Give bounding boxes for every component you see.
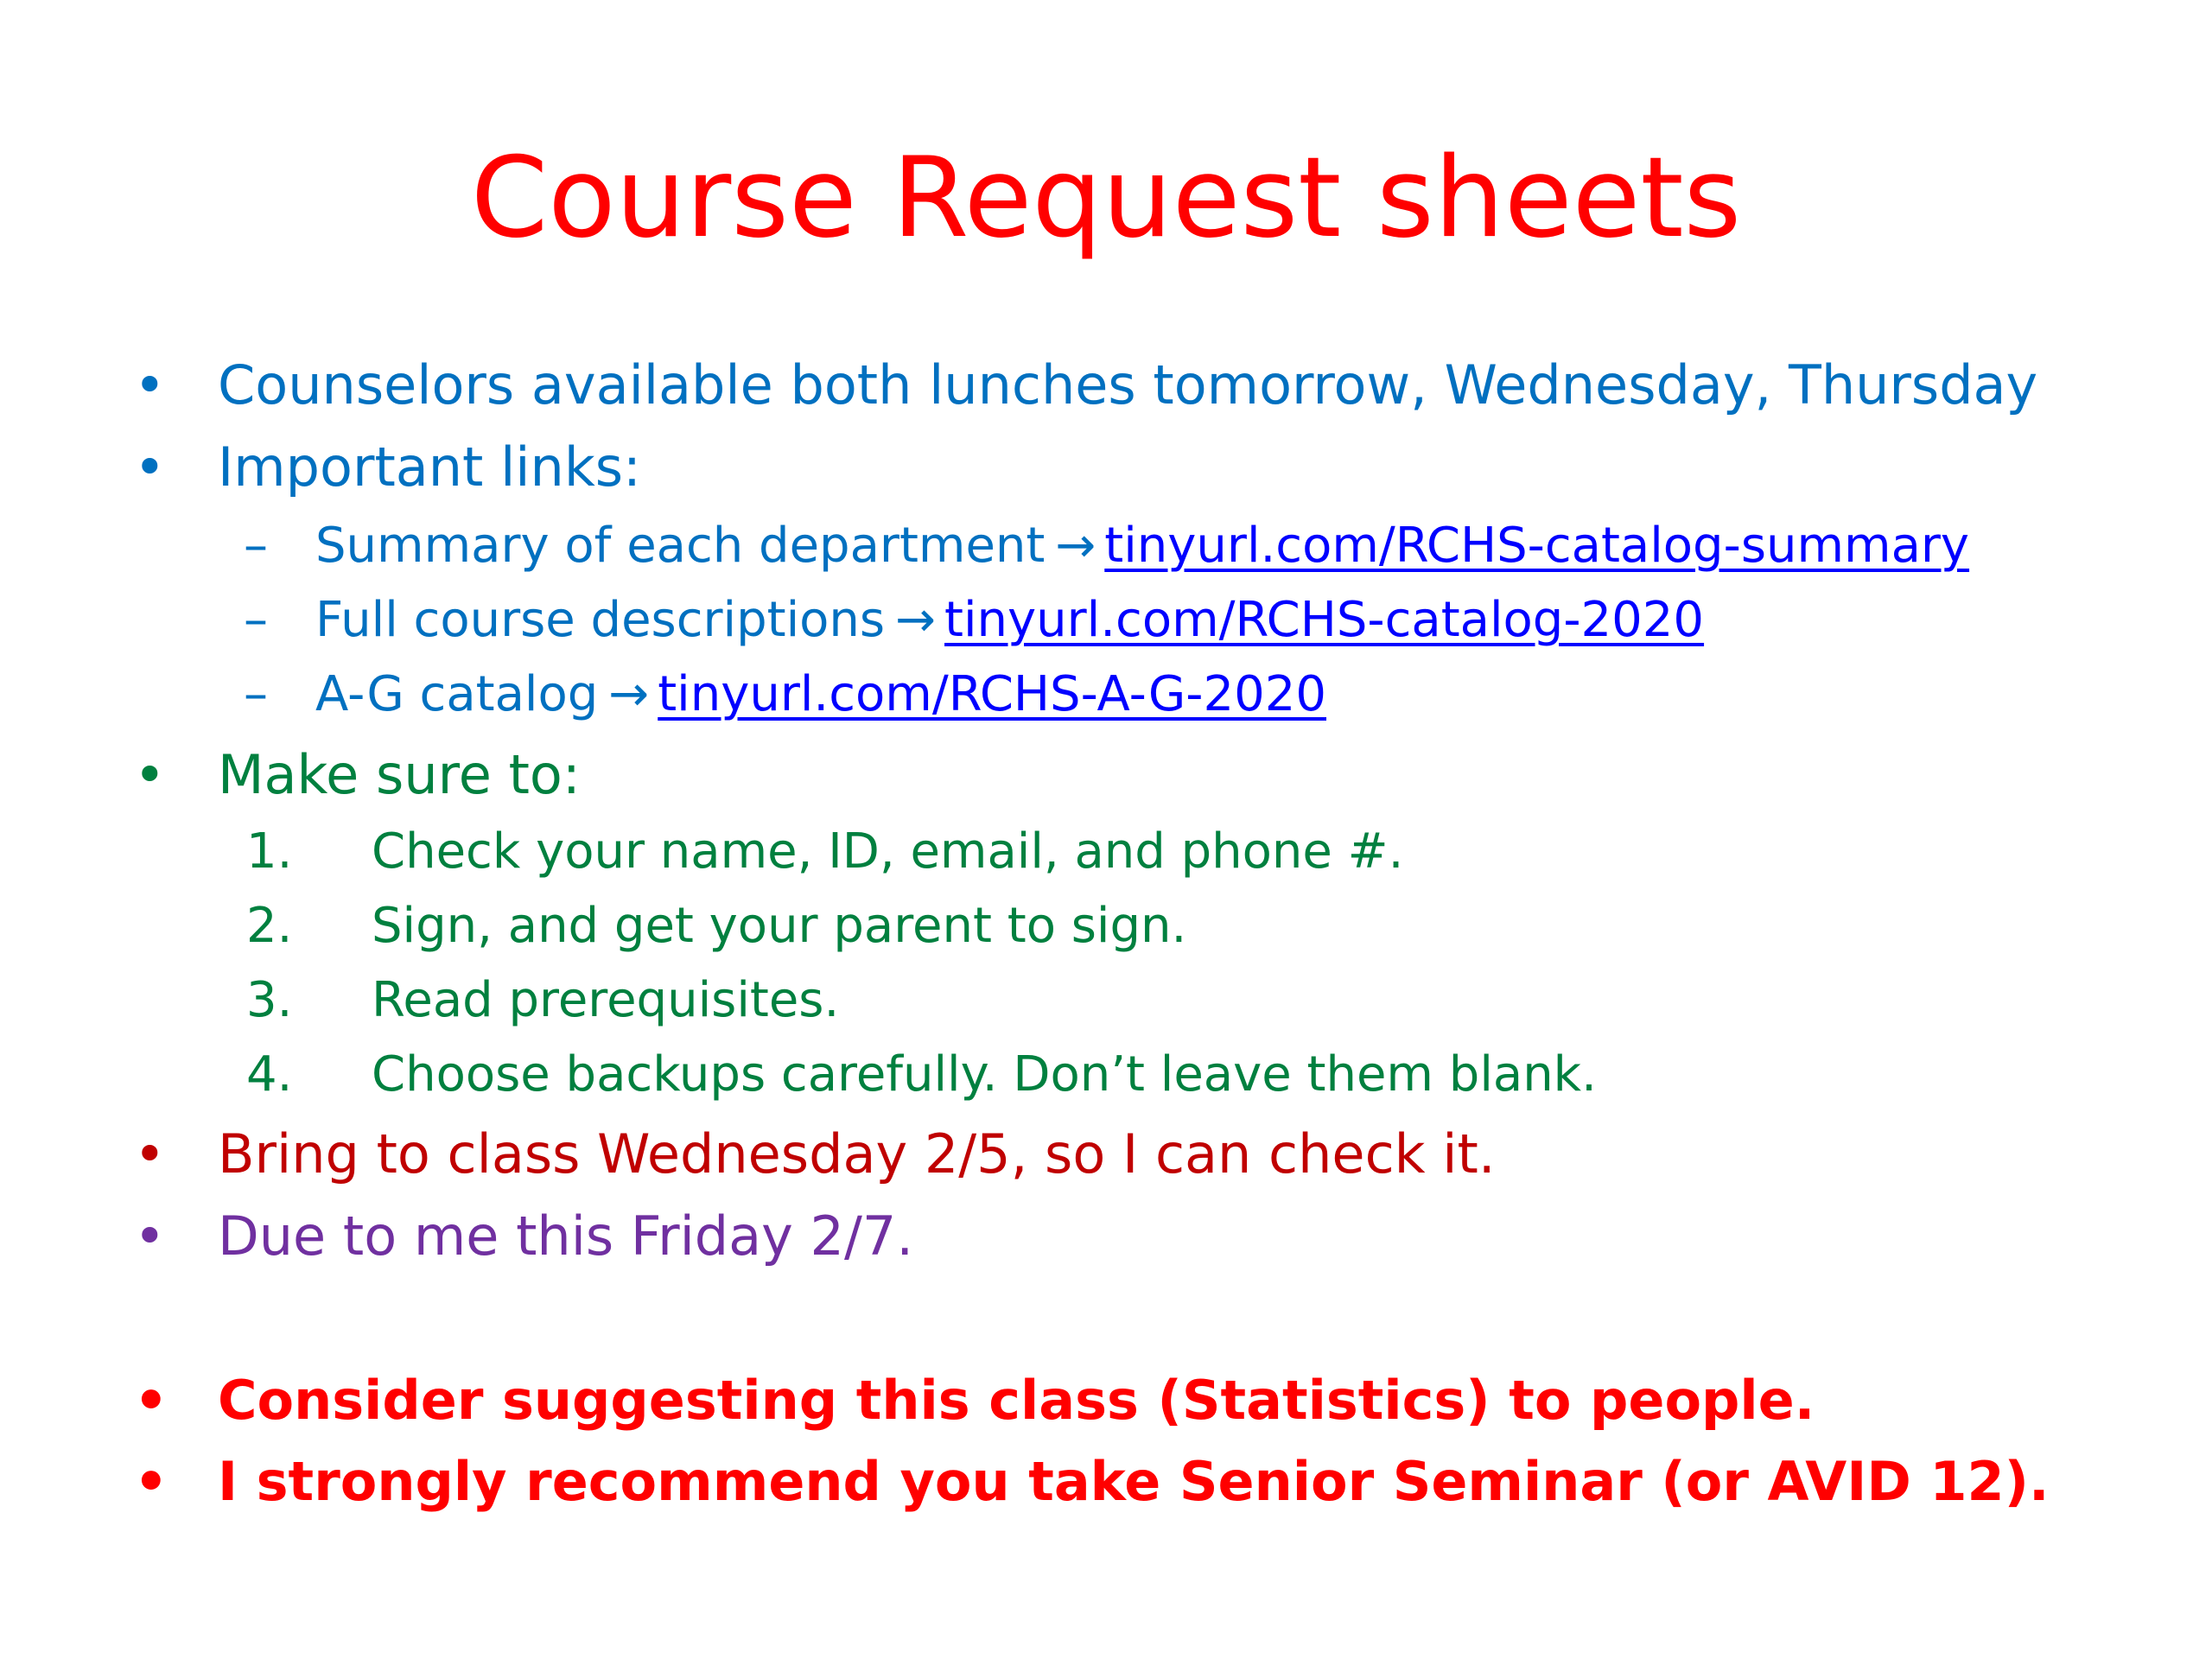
list-item-text: Important links: <box>218 435 641 499</box>
list-item-text: I strongly recommend you take Senior Seminar (or AVID 12). <box>218 1450 2050 1513</box>
bullet-dot: • <box>134 1450 168 1513</box>
numbered-item-text: Check your name, ID, email, and phone #. <box>372 823 1404 880</box>
item-number: 1. <box>246 823 293 880</box>
arrow-right-icon: → <box>608 666 650 722</box>
bullet-dash: – <box>244 592 268 648</box>
sub-list-item-content <box>315 592 1705 648</box>
bullet-dot: • <box>134 743 166 806</box>
item-number: 2. <box>246 898 293 954</box>
bullet-dot: • <box>134 435 166 499</box>
list-item-text: Make sure to: <box>218 743 581 806</box>
link-description: A-G catalog <box>315 666 599 722</box>
sub-list-item-content <box>315 518 1970 574</box>
arrow-right-icon: → <box>1055 518 1096 574</box>
sub-list-item-content <box>315 666 1327 722</box>
item-number: 4. <box>246 1046 293 1103</box>
link-description: Summary of each department <box>315 518 1046 574</box>
slide-title: Course Request sheets <box>470 134 1742 263</box>
link-description: Full course descriptions <box>315 592 886 648</box>
bullet-dash: – <box>244 518 268 574</box>
bullet-dot: • <box>134 1122 166 1185</box>
bullet-dot: • <box>134 353 166 416</box>
a-g-catalog-link[interactable]: tinyurl.com/RCHS-A-G-2020 <box>658 666 1327 722</box>
item-number: 3. <box>246 972 293 1028</box>
arrow-right-icon: → <box>895 592 937 648</box>
catalog-2020-link[interactable]: tinyurl.com/RCHS-catalog-2020 <box>944 592 1705 648</box>
numbered-item-text: Read prerequisites. <box>372 972 840 1028</box>
bullet-dot: • <box>134 1369 168 1432</box>
bullet-dot: • <box>134 1205 166 1268</box>
numbered-item-text: Choose backups carefully. Don’t leave them blank. <box>372 1046 1597 1103</box>
list-item-text: Due to me this Friday 2/7. <box>218 1205 914 1268</box>
bullet-dash: – <box>244 666 268 722</box>
list-item-text: Consider suggesting this class (Statistics) to people. <box>218 1369 1815 1432</box>
list-item-text: Bring to class Wednesday 2/5, so I can check it. <box>218 1122 1496 1185</box>
numbered-item-text: Sign, and get your parent to sign. <box>372 898 1187 954</box>
catalog-summary-link[interactable]: tinyurl.com/RCHS-catalog-summary <box>1104 518 1970 574</box>
list-item-text: Counselors available both lunches tomorrow, Wednesday, Thursday <box>218 353 2038 416</box>
